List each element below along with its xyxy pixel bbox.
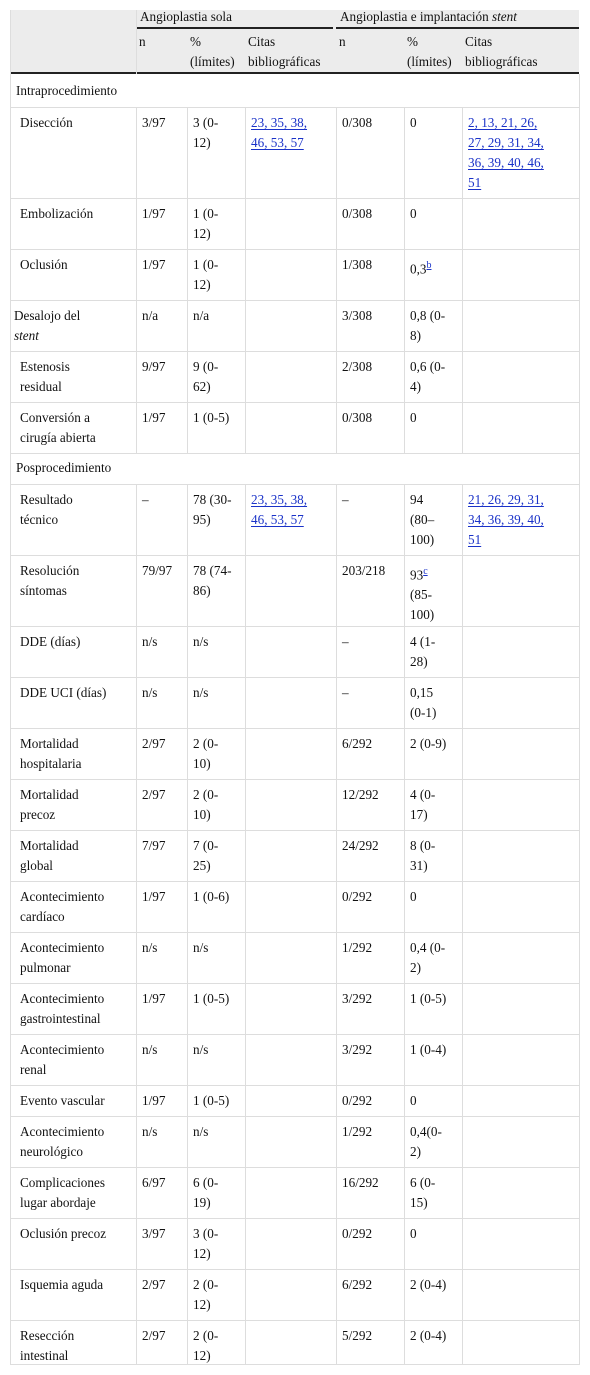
row-label: Estenosis residual	[20, 359, 70, 394]
cell-value: 1 (0-5)	[193, 410, 230, 425]
header-rule-group1	[136, 27, 333, 29]
table-border-left	[10, 10, 11, 1365]
cell-value: 2/97	[142, 736, 166, 751]
cell-value: 1/97	[142, 889, 166, 904]
cell-value: n/s	[193, 685, 209, 700]
header-col-citas-sola: Citas bibliográficas	[248, 34, 321, 69]
row-label: Acontecimiento neurológico	[20, 1124, 105, 1159]
row-label: DDE UCI (días)	[20, 685, 107, 700]
citation-link[interactable]: 23, 35, 38, 46, 53, 57	[251, 115, 308, 150]
row-divider	[10, 198, 580, 199]
citation-links[interactable]	[468, 113, 580, 193]
column-divider	[136, 10, 137, 74]
citation-links[interactable]	[251, 113, 343, 153]
cell-value: n/s	[142, 1124, 158, 1139]
row-label: Acontecimiento renal	[20, 1042, 105, 1077]
cell-value: 0	[410, 889, 417, 904]
cell-value: 2 (0- 12)	[193, 1328, 219, 1363]
cell-value: 1/97	[142, 991, 166, 1006]
row-label: Disección	[20, 115, 73, 130]
row-label: Isquemia aguda	[20, 1277, 104, 1292]
row-label: Conversión a cirugía abierta	[20, 410, 96, 445]
cell-value: 7 (0- 25)	[193, 838, 219, 873]
cell-value: 2 (0-4)	[410, 1328, 447, 1343]
cell-value: 79/97	[142, 563, 173, 578]
column-divider	[245, 484, 246, 1364]
cell-value: 2 (0- 10)	[193, 787, 219, 822]
cell-value	[410, 561, 464, 625]
row-divider	[10, 677, 580, 678]
citation-link[interactable]: 2, 13, 21, 26, 27, 29, 31, 34, 36, 39, 40, 46, 51	[468, 115, 544, 190]
cell-value: 4 (0- 17)	[410, 787, 436, 822]
row-divider	[10, 626, 580, 627]
row-label-italic: stent	[14, 328, 39, 343]
cell-value: –	[342, 685, 349, 700]
row-label: Acontecimiento pulmonar	[20, 940, 105, 975]
column-divider	[136, 107, 137, 453]
row-divider	[10, 351, 580, 352]
column-divider	[336, 107, 337, 453]
cell-value: 1 (0-5)	[193, 991, 230, 1006]
row-divider	[10, 728, 580, 729]
cell-value: n/s	[193, 634, 209, 649]
cell-value: –	[142, 492, 149, 507]
cell-value: –	[342, 634, 349, 649]
cell-value: 78 (30- 95)	[193, 492, 232, 527]
row-divider	[10, 983, 580, 984]
cell-value: n/a	[142, 308, 159, 323]
row-label: Mortalidad hospitalaria	[20, 736, 82, 771]
row-divider	[10, 1085, 580, 1086]
cell-value: 3/292	[342, 991, 373, 1006]
cell-value: 1 (0-5)	[410, 991, 447, 1006]
row-divider	[10, 830, 580, 831]
row-label: Oclusión	[20, 257, 68, 272]
column-divider	[336, 484, 337, 1364]
row-divider	[10, 779, 580, 780]
cell-value: 0/308	[342, 410, 373, 425]
cell-value: 1/292	[342, 940, 373, 955]
cell-value: 0,8 (0- 8)	[410, 308, 446, 343]
column-divider	[187, 107, 188, 453]
citation-links[interactable]	[468, 490, 580, 550]
row-label: Evento vascular	[20, 1093, 105, 1108]
cell-value: 4 (1- 28)	[410, 634, 436, 669]
cell-value: 1/97	[142, 410, 166, 425]
cell-value: n/s	[142, 1042, 158, 1057]
row-label: Resección intestinal	[20, 1328, 75, 1363]
cell-value: 0	[410, 206, 417, 221]
cell-value-rest: (85- 100)	[410, 587, 435, 623]
cell-value: 2/97	[142, 787, 166, 802]
row-label: Resultado técnico	[20, 492, 73, 527]
header-col-pct-limites-sola: % (límites)	[190, 34, 235, 69]
cell-value: 1 (0-6)	[193, 889, 230, 904]
row-label: Oclusión precoz	[20, 1226, 107, 1241]
header-col-citas-stent: Citas bibliográficas	[465, 34, 538, 69]
cell-value: 0/308	[342, 206, 373, 221]
row-label: Complicaciones lugar abordaje	[20, 1175, 105, 1210]
cell-value: 3 (0- 12)	[193, 115, 219, 150]
header-col-pct-limites-stent: % (límites)	[407, 34, 452, 69]
cell-value: 16/292	[342, 1175, 379, 1190]
row-divider	[10, 1116, 580, 1117]
header-group-label-italic: stent	[492, 9, 517, 24]
row-divider	[10, 1269, 580, 1270]
cell-value: 3/97	[142, 1226, 166, 1241]
row-divider	[10, 107, 580, 108]
cell-value: 24/292	[342, 838, 379, 853]
citation-links[interactable]	[251, 490, 343, 530]
cell-value: 3 (0- 12)	[193, 1226, 219, 1261]
cell-value: 8 (0- 31)	[410, 838, 436, 873]
citation-link[interactable]: 23, 35, 38, 46, 53, 57	[251, 492, 308, 527]
column-divider	[245, 107, 246, 453]
cell-value: 1 (0- 12)	[193, 206, 219, 241]
column-divider	[462, 107, 463, 453]
cell-value: 2 (0- 10)	[193, 736, 219, 771]
cell-value: 5/292	[342, 1328, 373, 1343]
row-label: DDE (días)	[20, 634, 81, 649]
row-label: Mortalidad precoz	[20, 787, 79, 822]
cell-value: 1 (0- 12)	[193, 257, 219, 292]
cell-value	[410, 255, 464, 279]
cell-value: 9/97	[142, 359, 166, 374]
row-divider	[10, 484, 580, 485]
cell-value: 1 (0-5)	[193, 1093, 230, 1108]
row-label: Acontecimiento gastrointestinal	[20, 991, 105, 1026]
cell-value: n/a	[193, 308, 210, 323]
section-title: Posprocedimiento	[16, 460, 112, 475]
row-label: Desalojo del stent	[14, 308, 81, 343]
row-divider	[10, 453, 580, 454]
row-divider	[10, 1167, 580, 1168]
row-divider	[10, 555, 580, 556]
row-divider	[10, 1034, 580, 1035]
cell-value: 3/292	[342, 1042, 373, 1057]
cell-value: 0	[410, 1093, 417, 1108]
citation-link[interactable]: 21, 26, 29, 31, 34, 36, 39, 40, 51	[468, 492, 544, 547]
cell-value: 0,4 (0- 2)	[410, 940, 446, 975]
cell-value: 1 (0-4)	[410, 1042, 447, 1057]
row-label: Acontecimiento cardíaco	[20, 889, 105, 924]
cell-value: 0	[410, 115, 417, 130]
cell-value: n/s	[193, 1124, 209, 1139]
cell-value: –	[342, 492, 349, 507]
cell-value: 0,15 (0-1)	[410, 685, 437, 720]
column-divider	[404, 107, 405, 453]
cell-value: n/s	[142, 940, 158, 955]
cell-value: 6/97	[142, 1175, 166, 1190]
cell-value: 12/292	[342, 787, 379, 802]
cell-value: 3/308	[342, 308, 373, 323]
cell-value: 0	[410, 1226, 417, 1241]
cell-value: 1/292	[342, 1124, 373, 1139]
cell-value: 6/292	[342, 736, 373, 751]
cell-value: 1/97	[142, 1093, 166, 1108]
cell-value: 1/308	[342, 257, 373, 272]
cell-value: 94 (80– 100)	[410, 492, 435, 547]
cell-value: 2 (0-4)	[410, 1277, 447, 1292]
cell-value: 2 (0- 12)	[193, 1277, 219, 1312]
cell-value: 1/97	[142, 257, 166, 272]
cell-value: n/s	[193, 1042, 209, 1057]
table-border-right	[579, 74, 580, 1365]
header-rule-bottom	[10, 72, 579, 74]
row-divider	[10, 881, 580, 882]
cell-value: 1/97	[142, 206, 166, 221]
row-divider	[10, 1320, 580, 1321]
row-divider	[10, 932, 580, 933]
cell-value: 0	[410, 410, 417, 425]
footnote-link[interactable]: b	[426, 260, 432, 271]
cell-value: 3/97	[142, 115, 166, 130]
header-col-n-sola: n	[139, 34, 146, 49]
header-col-n-stent: n	[339, 34, 346, 49]
cell-value: 78 (74- 86)	[193, 563, 232, 598]
cell-value: n/s	[193, 940, 209, 955]
section-title: Intraprocedimiento	[16, 83, 118, 98]
cell-value: 9 (0- 62)	[193, 359, 219, 394]
cell-value: 2 (0-9)	[410, 736, 447, 751]
cell-value: 0,6 (0- 4)	[410, 359, 446, 394]
cell-value: 0,4(0- 2)	[410, 1124, 442, 1159]
header-group-label: Angioplastia e implantación	[340, 9, 492, 24]
cell-value: 93	[410, 567, 424, 583]
cell-value: n/s	[142, 634, 158, 649]
cell-value: 0/308	[342, 115, 373, 130]
row-divider	[10, 249, 580, 250]
row-divider	[10, 402, 580, 403]
row-label: Mortalidad global	[20, 838, 79, 873]
header-group-angioplastia-sola: Angioplastia sola	[140, 9, 232, 24]
cell-value: 7/97	[142, 838, 166, 853]
cell-value: 6 (0- 15)	[410, 1175, 436, 1210]
cell-value: 0/292	[342, 1226, 373, 1241]
footnote-link[interactable]: c	[423, 566, 428, 577]
header-rule-group2	[336, 27, 579, 29]
header-group-angioplastia-stent	[340, 7, 580, 27]
row-divider	[10, 1218, 580, 1219]
cell-value: 6 (0- 19)	[193, 1175, 219, 1210]
cell-value: 2/97	[142, 1328, 166, 1343]
row-divider	[10, 300, 580, 301]
cell-value: 0/292	[342, 889, 373, 904]
cell-value: 203/218	[342, 563, 386, 578]
cell-value: 0/292	[342, 1093, 373, 1108]
cell-value: 0,3	[410, 261, 427, 277]
cell-value: 2/308	[342, 359, 373, 374]
cell-value: n/s	[142, 685, 158, 700]
cell-value: 6/292	[342, 1277, 373, 1292]
row-label: Resolución síntomas	[20, 563, 80, 598]
cell-value: 2/97	[142, 1277, 166, 1292]
row-label: Embolización	[20, 206, 94, 221]
